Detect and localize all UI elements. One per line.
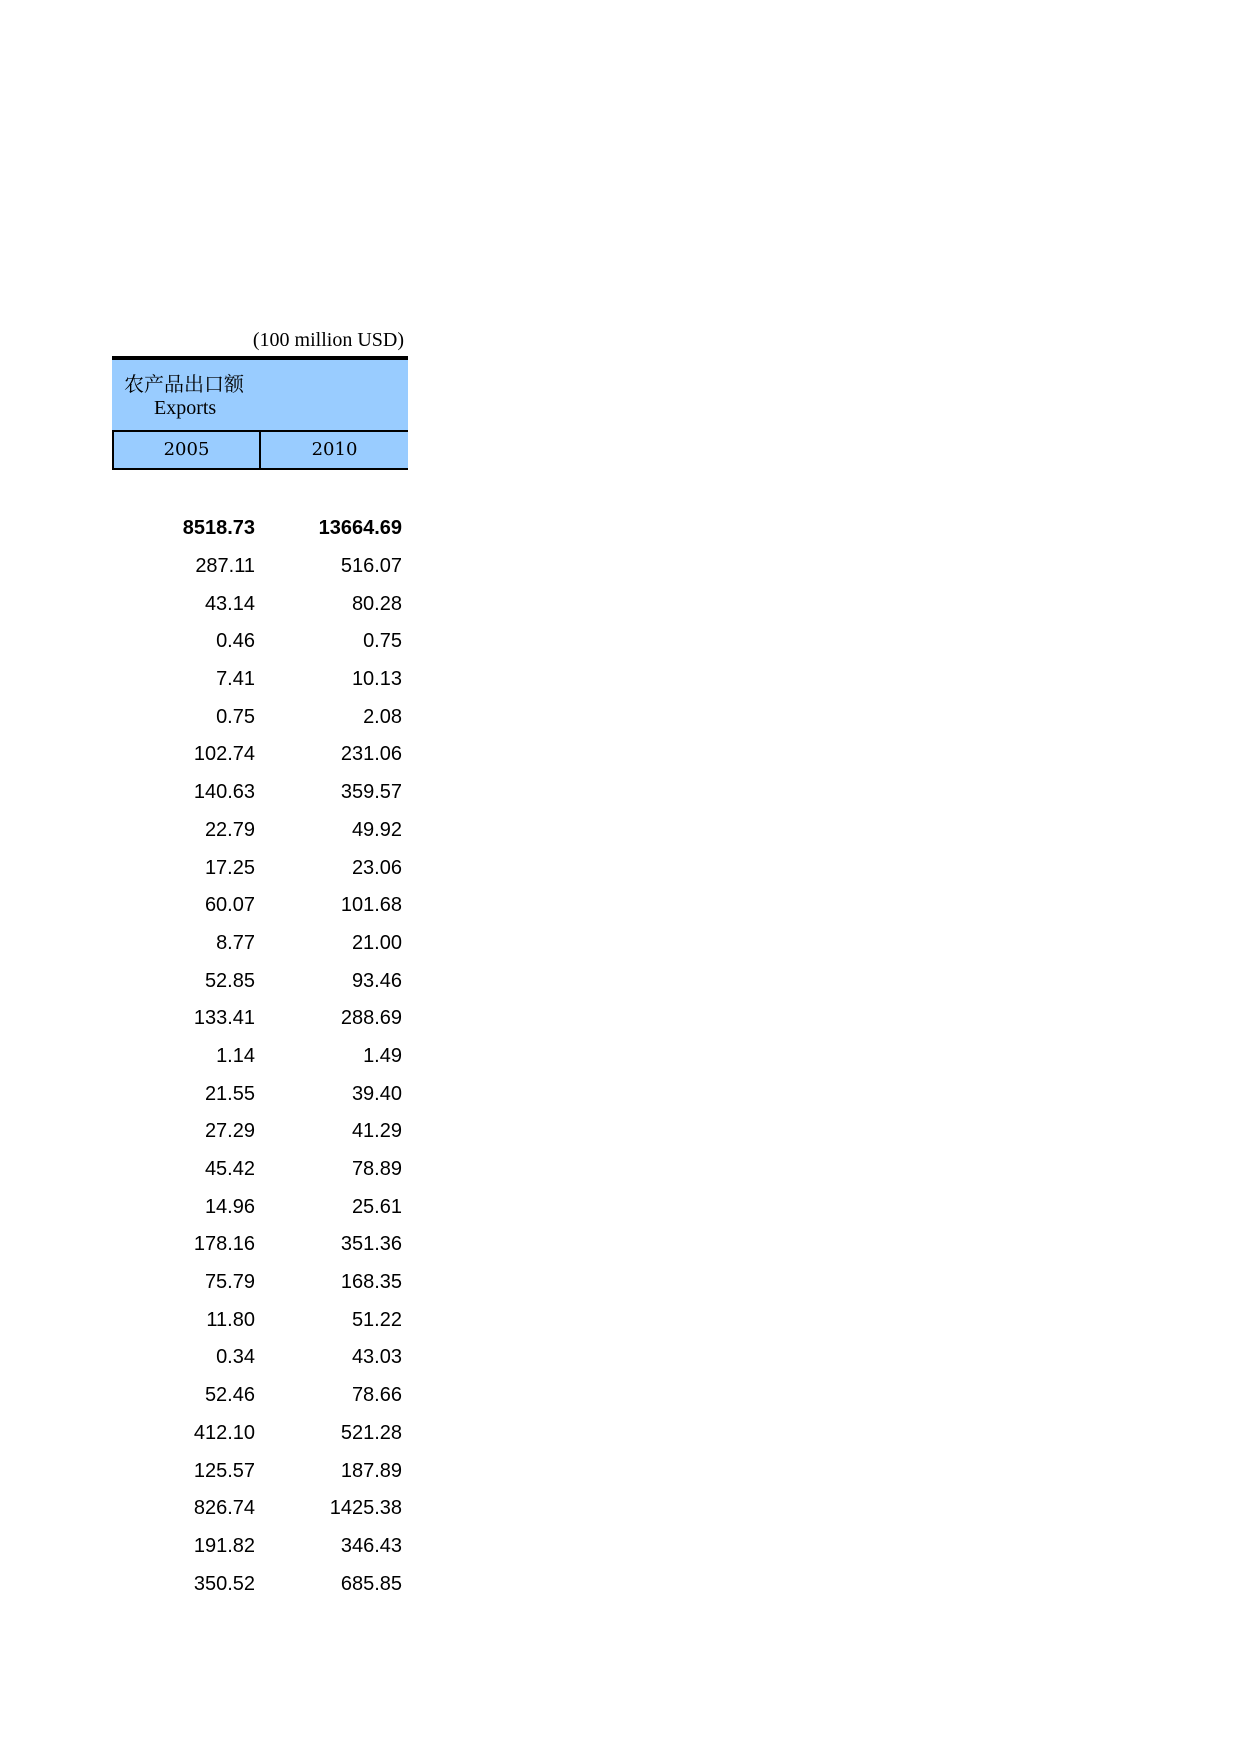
value-2005: 133.41 (193, 1007, 255, 1030)
value-2010: 23.06 (351, 856, 402, 879)
table-row (112, 1113, 408, 1151)
value-2010: 231.06 (340, 743, 402, 766)
value-2005: 8.77 (216, 931, 255, 954)
value-2010: 288.69 (340, 1007, 402, 1030)
header-title-chinese: 农产品出口额 (124, 372, 244, 396)
table-row (112, 1565, 408, 1603)
value-2010: 41.29 (351, 1120, 402, 1143)
value-2005: 43.14 (204, 592, 255, 615)
table-row (112, 1339, 408, 1377)
value-2010: 43.03 (351, 1346, 402, 1369)
table-row (112, 1226, 408, 1264)
value-2005: 11.80 (206, 1308, 255, 1331)
value-2005: 7.41 (216, 668, 255, 691)
value-2010: 359.57 (340, 781, 402, 804)
year-header-2005: 2005 (112, 432, 259, 468)
value-2010: 351.36 (340, 1233, 402, 1256)
table-row (112, 774, 408, 812)
unit-note: (100 million USD) (252, 329, 404, 351)
table-row (112, 698, 408, 736)
value-2010: 521.28 (340, 1421, 402, 1444)
value-2010: 516.07 (340, 555, 402, 578)
value-2010: 187.89 (340, 1459, 402, 1482)
value-2010: 1.49 (363, 1044, 402, 1067)
table-row (112, 1490, 408, 1528)
value-2010: 685.85 (340, 1572, 402, 1595)
table-row (112, 1188, 408, 1226)
value-2010: 2.08 (363, 705, 402, 728)
value-2010: 39.40 (351, 1082, 402, 1105)
value-2005: 0.34 (216, 1346, 255, 1369)
value-2005: 8518.73 (182, 517, 255, 540)
value-2010: 168.35 (340, 1271, 402, 1294)
value-2010: 21.00 (351, 931, 402, 954)
table-row (112, 548, 408, 586)
table-header (112, 356, 408, 470)
value-2005: 60.07 (204, 894, 255, 917)
value-2005: 178.16 (193, 1233, 255, 1256)
value-2005: 287.11 (195, 555, 255, 578)
header-title-english: Exports (154, 397, 217, 419)
value-2005: 350.52 (193, 1572, 255, 1595)
value-2005: 0.46 (216, 630, 255, 653)
table-row (112, 623, 408, 661)
table-row (112, 1075, 408, 1113)
table-row-total (112, 510, 408, 548)
table-row (112, 736, 408, 774)
table-row (112, 925, 408, 963)
value-2010: 13664.69 (318, 517, 402, 540)
table-row (112, 1264, 408, 1302)
value-2005: 140.63 (193, 781, 255, 804)
value-2010: 101.68 (340, 894, 402, 917)
value-2005: 21.55 (204, 1082, 255, 1105)
table-body (112, 510, 408, 1603)
value-2010: 10.13 (351, 668, 402, 691)
value-2005: 52.85 (204, 969, 255, 992)
value-2005: 45.42 (204, 1158, 255, 1181)
value-2010: 51.22 (351, 1308, 402, 1331)
value-2005: 17.25 (204, 856, 255, 879)
table-row (112, 1415, 408, 1453)
table-row (112, 1000, 408, 1038)
value-2005: 125.57 (193, 1459, 255, 1482)
value-2010: 78.89 (351, 1158, 402, 1181)
value-2010: 49.92 (351, 818, 402, 841)
value-2005: 0.75 (216, 705, 255, 728)
table-row (112, 1452, 408, 1490)
value-2005: 14.96 (204, 1195, 255, 1218)
value-2010: 78.66 (351, 1384, 402, 1407)
table-row (112, 1528, 408, 1566)
table-row (112, 849, 408, 887)
year-header-row (112, 432, 408, 470)
value-2005: 27.29 (204, 1120, 255, 1143)
value-2005: 52.46 (204, 1384, 255, 1407)
table-row (112, 1301, 408, 1339)
table-row (112, 812, 408, 850)
value-2005: 826.74 (193, 1497, 255, 1520)
value-2010: 0.75 (363, 630, 402, 653)
table-row (112, 1151, 408, 1189)
table-row (112, 661, 408, 699)
value-2005: 22.79 (204, 818, 255, 841)
value-2005: 102.74 (193, 743, 255, 766)
table-row (112, 1377, 408, 1415)
value-2010: 1425.38 (329, 1497, 402, 1520)
value-2005: 75.79 (204, 1271, 255, 1294)
header-title-cell (112, 360, 408, 432)
table-row (112, 887, 408, 925)
table-row (112, 1038, 408, 1076)
value-2005: 191.82 (193, 1534, 255, 1557)
year-header-2010: 2010 (259, 432, 408, 468)
value-2010: 93.46 (351, 969, 402, 992)
value-2005: 412.10 (193, 1421, 255, 1444)
value-2005: 1.14 (216, 1044, 255, 1067)
value-2010: 25.61 (351, 1195, 402, 1218)
value-2010: 80.28 (351, 592, 402, 615)
table-row (112, 962, 408, 1000)
table-row (112, 585, 408, 623)
value-2010: 346.43 (340, 1534, 402, 1557)
